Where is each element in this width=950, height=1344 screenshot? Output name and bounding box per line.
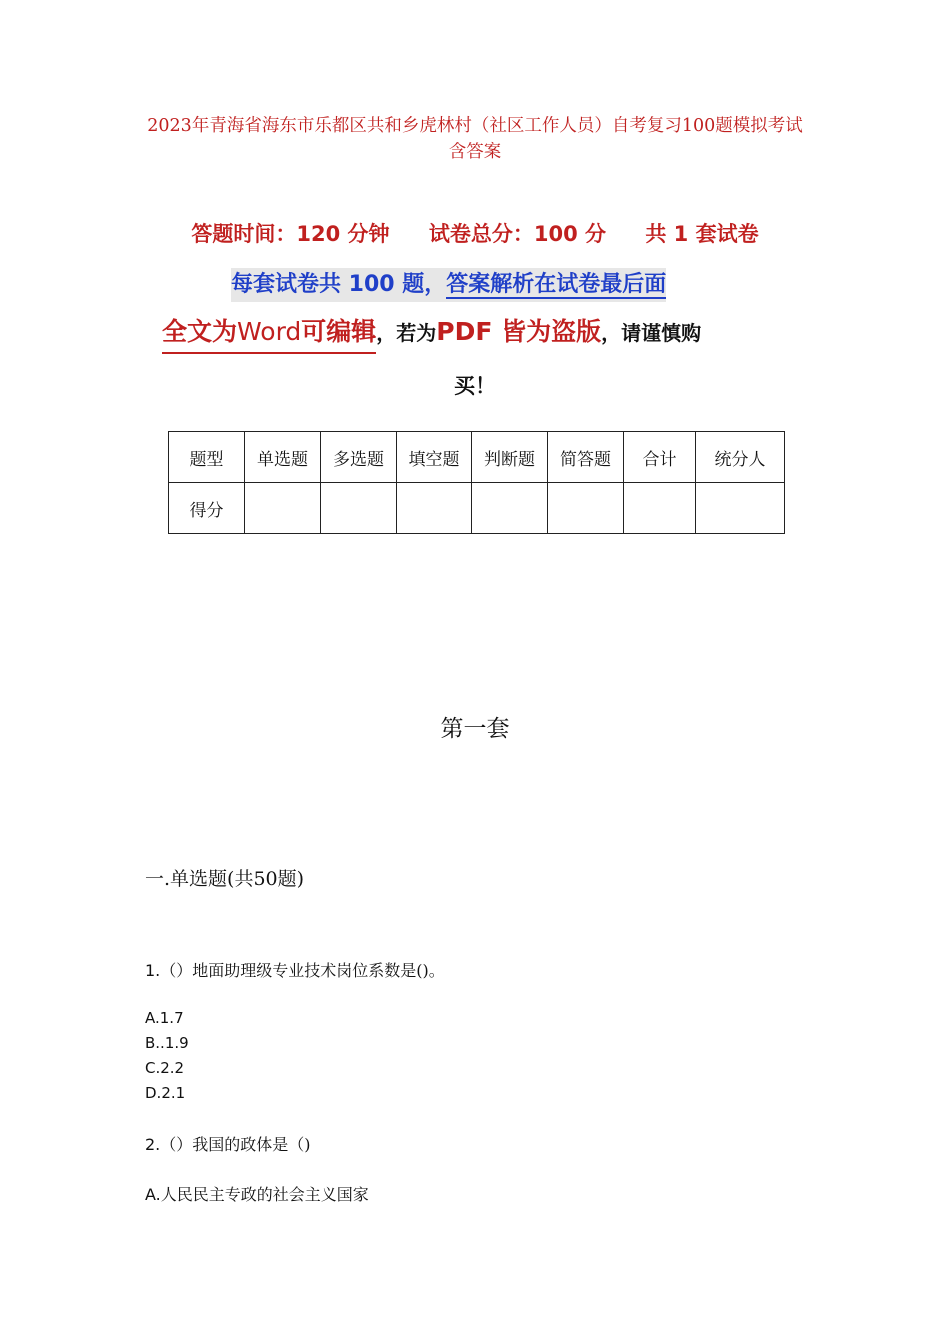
question-number: 1. [145,961,161,980]
question-1-option-b: B..1.9 [145,1034,189,1052]
header-cell: 单选题 [245,432,321,483]
question-2-option-a: A.人民民主专政的社会主义国家 [145,1185,369,1204]
warning-pirate: PDF 皆为盗版 [436,317,602,346]
warning-editable [162,317,376,354]
score-cell[interactable] [321,483,397,534]
notice-part2: 答案解析在试卷最后面 [446,272,667,297]
exam-info [0,218,950,248]
score-table-score-row [169,483,785,534]
question-1-option-d: D.2.1 [145,1084,186,1102]
document-title: 2023年青海省海东市乐都区共和乡虎林村（社区工作人员）自考复习100题模拟考试含答案 [147,116,803,162]
score-cell[interactable] [472,483,548,534]
warning-part1: 全文为 [162,317,238,346]
header-cell: 填空题 [397,432,472,483]
question-1-option-a: A.1.7 [145,1009,184,1027]
warning-word: Word [237,317,302,346]
score-table-header-row [169,432,785,483]
set-title: 第一套 [440,716,510,742]
score-row-label: 得分 [169,483,245,534]
header-cell: 多选题 [321,432,397,483]
copyright-warning [162,312,701,348]
header-cell: 合计 [624,432,696,483]
warning-part3: 可编辑 [301,317,377,346]
exam-total-score: 试卷总分：100 分 [428,222,607,246]
question-1-option-c: C.2.2 [145,1059,185,1077]
score-cell[interactable] [245,483,321,534]
warning-part6: ，请谨慎购 [601,321,702,345]
score-cell[interactable] [548,483,624,534]
notice-part1: 每套试卷共 100 题， [231,272,447,297]
header-cell: 判断题 [472,432,548,483]
answer-notice [231,268,666,302]
question-number: 2. [145,1135,161,1154]
warning-part4: ，若为 [376,321,437,345]
header-cell: 题型 [169,432,245,483]
exam-sets: 共 1 套试卷 [645,222,759,246]
question-text: （）我国的政体是（) [160,1135,311,1154]
exam-time: 答题时间：120 分钟 [191,222,390,246]
score-cell[interactable] [397,483,472,534]
warning-line2: 买！ [454,374,496,398]
question-1 [145,958,445,981]
score-table [168,431,785,534]
score-cell[interactable] [624,483,696,534]
question-text: （）地面助理级专业技术岗位系数是()。 [160,961,445,980]
section-title: 一.单选题(共50题) [145,868,305,890]
header-cell: 简答题 [548,432,624,483]
score-cell[interactable] [696,483,785,534]
header-cell: 统分人 [696,432,785,483]
question-2 [145,1132,311,1155]
